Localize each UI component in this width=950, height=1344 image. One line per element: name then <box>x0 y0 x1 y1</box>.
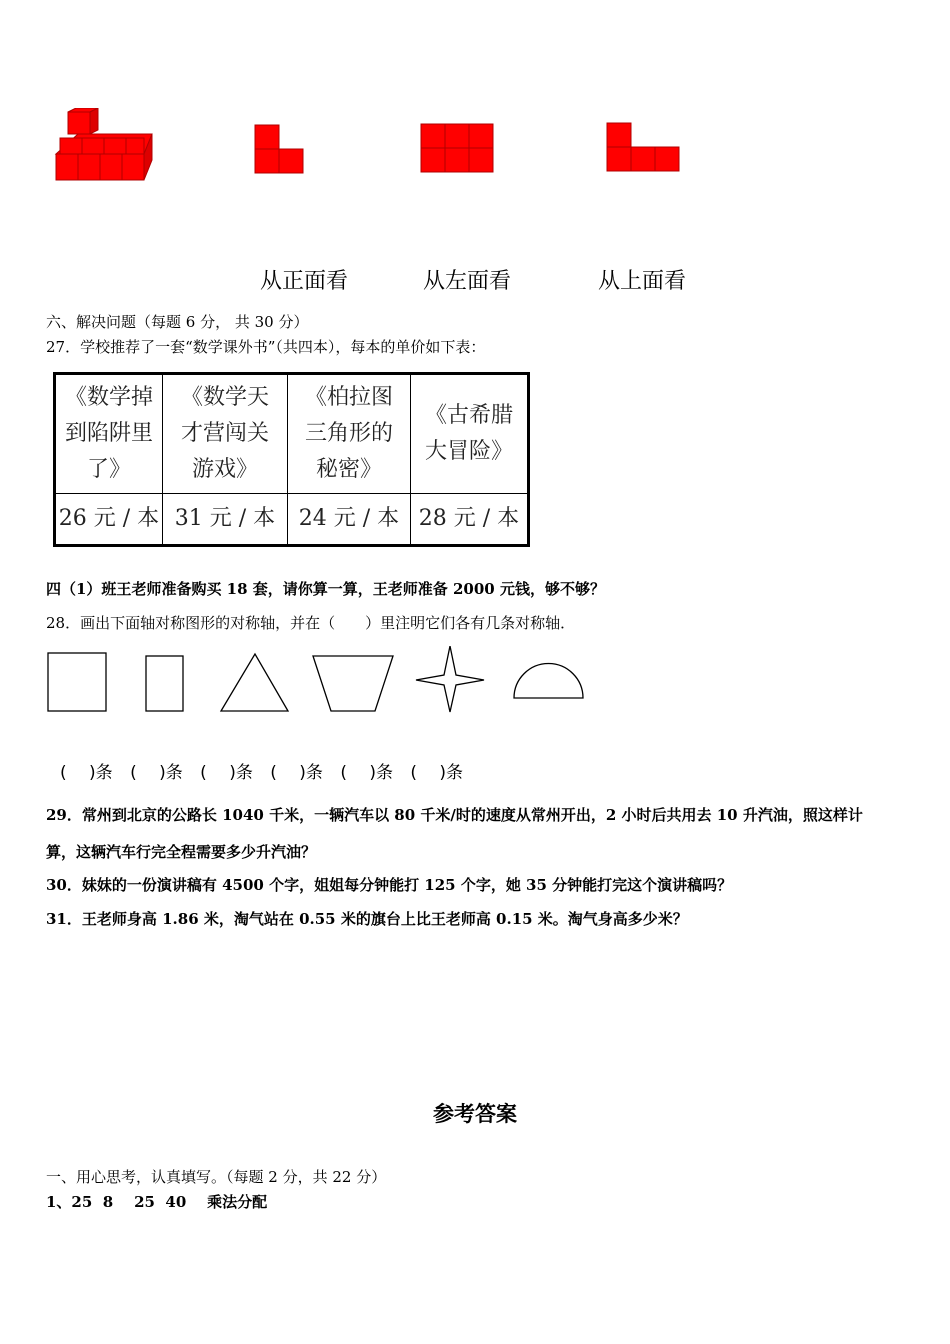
symmetry-blank-3[interactable]: ( )条 <box>200 763 253 783</box>
book-price-cell: 31 元 / 本 <box>163 494 288 546</box>
book-title-cell <box>163 374 288 494</box>
left-view-figure <box>420 123 496 175</box>
question-30-text: 30．妹妹的一份演讲稿有 4500 个字，姐姐每分钟能打 125 个字，她 35 分钟能打完这个演讲稿吗？ <box>46 876 733 894</box>
symmetry-blank-2[interactable]: ( )条 <box>130 763 183 783</box>
book-title-line: 秘密》 <box>315 457 382 482</box>
four-point-star-shape <box>416 646 484 712</box>
view-label-front: 从正面看 <box>260 269 349 294</box>
book-title-line: 到陷阱里 <box>64 421 153 446</box>
question-27-question: 四（1）班王老师准备购买 18 套，请你算一算，王老师准备 2000 元钱，够不够？ <box>46 580 605 598</box>
book-title-line: 才营闯关 <box>180 421 269 446</box>
book-title-line: 游戏》 <box>191 457 258 482</box>
answer-item-1: 1、25 8 25 40 乘法分配 <box>46 1193 268 1211</box>
trapezoid-shape <box>313 656 393 711</box>
book-title-line: 《数学掉 <box>64 385 153 410</box>
book-title-cell <box>411 374 529 494</box>
view-label-left: 从左面看 <box>423 269 512 294</box>
cube-solid-figure <box>50 108 154 186</box>
view-label-top: 从上面看 <box>598 269 687 294</box>
book-title-row <box>55 374 529 494</box>
book-title-cell <box>55 374 163 494</box>
book-title-line: 《数学天 <box>180 385 269 410</box>
square-shape <box>48 653 106 711</box>
symmetry-blank-4[interactable]: ( )条 <box>270 763 323 783</box>
answer-section-1-heading: 一、用心思考，认真填写。（每题 2 分，共 22 分） <box>46 1168 387 1186</box>
book-price-table <box>53 372 530 547</box>
book-price-cell: 24 元 / 本 <box>288 494 411 546</box>
answer-key-title: 参考答案 <box>433 1102 517 1126</box>
front-view-figure <box>254 124 306 176</box>
semicircle-shape <box>514 664 583 699</box>
symmetry-shapes <box>44 646 594 718</box>
symmetry-blank-1[interactable]: ( )条 <box>60 763 113 783</box>
book-price-row <box>55 494 529 546</box>
book-title-line: 三角形的 <box>304 421 393 446</box>
triangle-shape <box>221 654 288 711</box>
symmetry-blank-6[interactable]: ( )条 <box>410 763 464 783</box>
book-price-cell: 26 元 / 本 <box>55 494 163 546</box>
question-29-line-2: 算，这辆汽车行完全程需要多少升汽油？ <box>46 843 317 861</box>
book-title-line: 大冒险》 <box>424 439 513 464</box>
book-title-line: 了》 <box>86 457 131 482</box>
question-27-text: 27．学校推荐了一套“数学课外书”（共四本），每本的单价如下表： <box>46 338 486 356</box>
top-view-figure <box>606 122 682 174</box>
rectangle-shape <box>146 656 183 711</box>
question-29-line-1: 29．常州到北京的公路长 1040 千米，一辆汽车以 80 千米/时的速度从常州开出，2 小时后共用去 10 升汽油，照这样计 <box>46 806 863 824</box>
symmetry-answer-row <box>60 758 475 783</box>
symmetry-blank-5[interactable]: ( )条 <box>340 763 393 783</box>
book-title-line: 《柏拉图 <box>304 385 393 410</box>
book-title-cell <box>288 374 411 494</box>
book-title-line: 《古希腊 <box>424 403 513 428</box>
section-6-heading: 六、解决问题（每题 6 分， 共 30 分） <box>46 313 309 331</box>
book-price-cell: 28 元 / 本 <box>411 494 529 546</box>
question-31-text: 31．王老师身高 1.86 米，淘气站在 0.55 米的旗台上比王老师高 0.15 米。淘气身高多少米？ <box>46 910 688 928</box>
question-28-text: 28．画出下面轴对称图形的对称轴，并在（ ）里注明它们各有几条对称轴． <box>46 614 576 632</box>
